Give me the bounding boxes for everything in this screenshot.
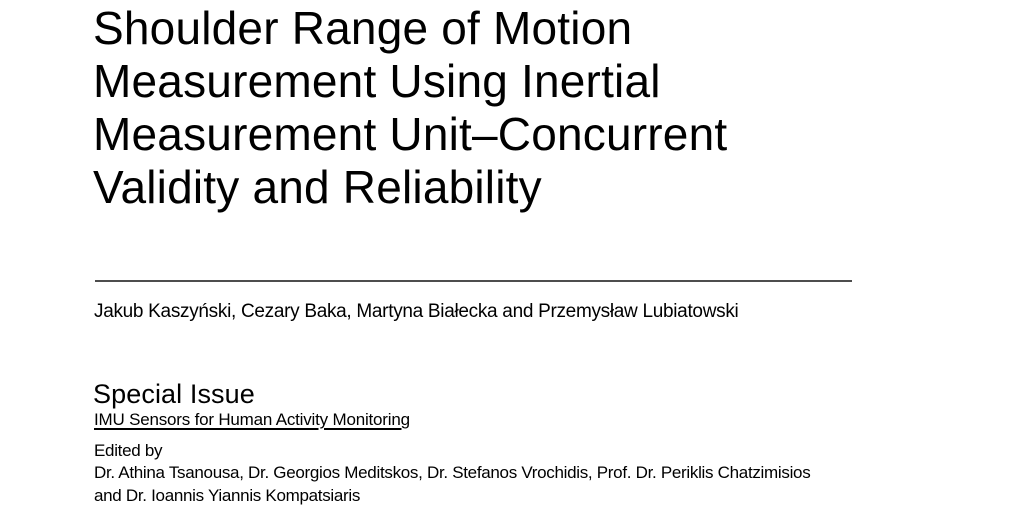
editors-line-2: and Dr. Ioannis Yiannis Kompatsiaris: [94, 485, 361, 505]
paper-title-line-2: Measurement Using Inertial: [93, 55, 661, 107]
edited-by-label: Edited by: [94, 441, 163, 460]
special-issue-link[interactable]: IMU Sensors for Human Activity Monitoring: [94, 410, 410, 429]
special-issue-heading: Special Issue: [93, 379, 255, 409]
paper-title-line-1: Shoulder Range of Motion: [93, 2, 633, 54]
horizontal-divider: [95, 280, 852, 282]
authors-line: Jakub Kaszyński, Cezary Baka, Martyna Białecka and Przemysław Lubiatowski: [94, 301, 739, 322]
editors-line-1: Dr. Athina Tsanousa, Dr. Georgios Meditskos, Dr. Stefanos Vrochidis, Prof. Dr. Periklis Chatzimisios: [94, 463, 811, 483]
paper-title-line-3: Measurement Unit–Concurrent: [93, 108, 728, 160]
paper-title: [93, 2, 727, 214]
edited-by-block: [94, 440, 810, 507]
paper-title-line-4: Validity and Reliability: [93, 161, 542, 213]
